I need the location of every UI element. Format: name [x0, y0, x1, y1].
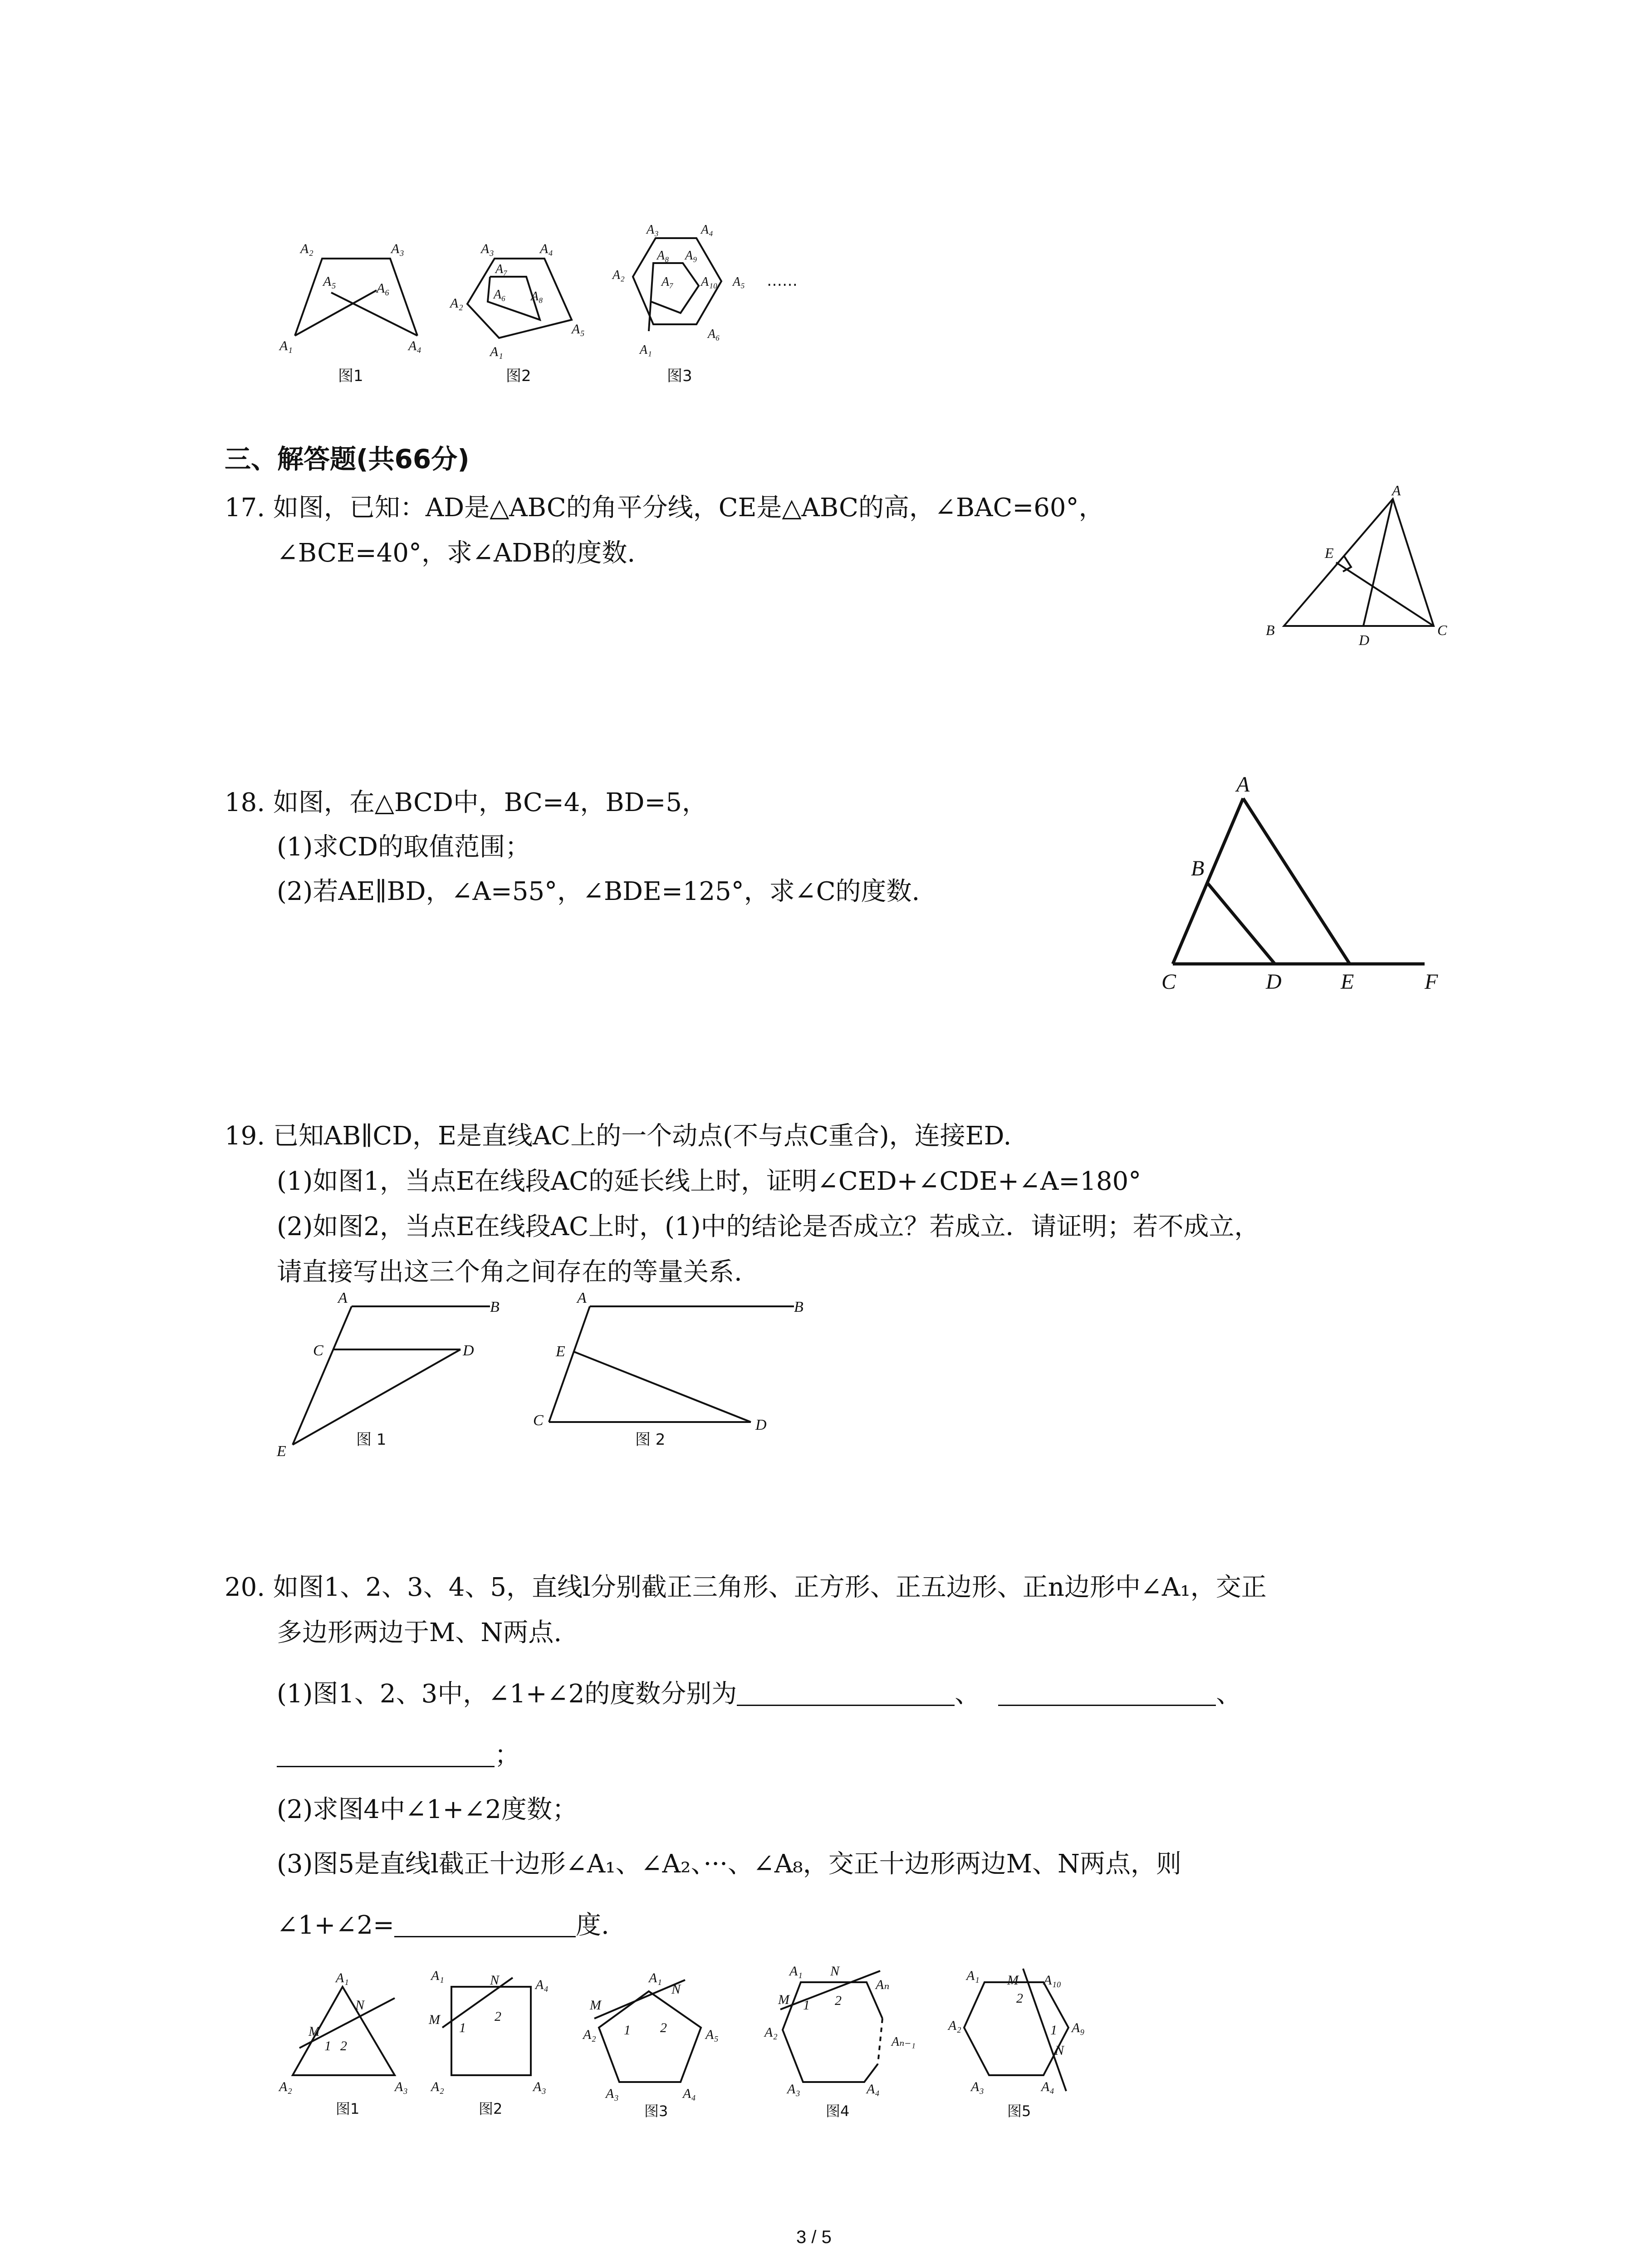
answer-blank-1[interactable]: [737, 1679, 955, 1706]
q20-figure-1: [272, 1960, 408, 2123]
svg-text:A₃: A₃: [647, 223, 659, 237]
svg-text:图1: 图1: [338, 367, 363, 385]
q19-figure-2: [522, 1288, 803, 1470]
svg-text:C: C: [313, 1342, 323, 1359]
svg-text:C: C: [533, 1412, 544, 1429]
svg-text:A₅: A₅: [572, 322, 585, 337]
svg-text:A₁: A₁: [490, 344, 503, 359]
svg-text:A₂: A₂: [300, 241, 314, 256]
svg-text:M: M: [1007, 1973, 1019, 1988]
svg-text:Aₙ₋₁: Aₙ₋₁: [892, 2035, 916, 2049]
svg-text:图4: 图4: [826, 2102, 850, 2120]
svg-text:A₇: A₇: [661, 275, 674, 289]
svg-text:A₁: A₁: [789, 1964, 803, 1979]
q19-line1: 19. 已知AB∥CD，E是直线AC上的一个动点(不与点C重合)，连接ED.: [225, 1121, 1012, 1151]
q20-figure-4: [762, 1955, 953, 2123]
q19-line2: (1)如图1，当点E在线段AC的延长线上时，证明∠CED+∠CDE+∠A=180°: [277, 1167, 1141, 1196]
svg-text:F: F: [1425, 970, 1438, 994]
top-figure-3: [608, 218, 844, 390]
svg-text:M: M: [590, 1998, 601, 2013]
svg-text:A₆: A₆: [708, 327, 720, 341]
svg-text:E: E: [1341, 970, 1354, 994]
svg-text:Aₙ: Aₙ: [876, 1977, 890, 1992]
q20-separator-2: 、: [1216, 1679, 1242, 1709]
svg-text:A₂: A₂: [764, 2025, 778, 2040]
svg-text:A₃: A₃: [533, 2079, 546, 2094]
svg-text:A₁: A₁: [336, 1970, 349, 1985]
svg-text:D: D: [1359, 632, 1370, 648]
svg-text:D: D: [755, 1417, 767, 1433]
svg-text:A₇: A₇: [495, 262, 508, 276]
svg-text:A₂: A₂: [431, 2079, 444, 2094]
svg-text:图2: 图2: [479, 2100, 503, 2117]
svg-text:A₂: A₂: [612, 268, 625, 282]
svg-text:N: N: [830, 1964, 840, 1979]
svg-text:A₅: A₅: [323, 274, 336, 289]
svg-text:A₁: A₁: [649, 1970, 662, 1985]
svg-text:N: N: [490, 1973, 500, 1988]
svg-text:A: A: [338, 1290, 348, 1306]
svg-text:A₄: A₄: [408, 338, 421, 353]
svg-text:M: M: [778, 1992, 789, 2007]
svg-text:A₄: A₄: [701, 223, 713, 237]
q20-figure-3: [581, 1960, 744, 2123]
top-figure-1: [272, 227, 445, 390]
svg-text:A₁: A₁: [966, 1968, 980, 1983]
svg-text:A₁: A₁: [279, 338, 293, 353]
q20-line5: (3)图5是直线l截正十边形∠A₁、∠A₂、···、∠A₈，交正十边形两边M、N两点，则: [277, 1849, 1182, 1879]
q20-line1: 20. 如图1、2、3、4、5，直线l分别截正三角形、正方形、正五边形、正n边形中∠A₁，交正: [225, 1573, 1267, 1602]
q20-figure-2: [426, 1960, 563, 2123]
svg-text:A₉: A₉: [1072, 2020, 1085, 2035]
svg-text:图 1: 图 1: [356, 1431, 387, 1449]
svg-text:A₃: A₃: [787, 2082, 800, 2097]
svg-text:C: C: [1161, 970, 1176, 994]
svg-text:A₆: A₆: [377, 281, 390, 296]
svg-text:A₄: A₄: [535, 1977, 549, 1992]
svg-text:A₄: A₄: [540, 241, 553, 256]
svg-text:B: B: [490, 1299, 500, 1315]
svg-text:图2: 图2: [506, 367, 531, 385]
svg-text:A₃: A₃: [481, 241, 494, 256]
svg-text:A₃: A₃: [391, 241, 404, 256]
q19-line4: 请直接写出这三个角之间存在的等量关系.: [277, 1257, 742, 1287]
answer-blank-4[interactable]: [394, 1911, 576, 1937]
svg-text:A₂: A₂: [583, 2027, 596, 2042]
svg-text:A: A: [1236, 772, 1250, 797]
q20-separator-1: 、: [955, 1679, 980, 1709]
svg-text:图5: 图5: [1007, 2102, 1031, 2120]
q17-figure: [1243, 481, 1461, 653]
svg-text:E: E: [1325, 545, 1334, 561]
svg-text:A₈: A₈: [657, 249, 669, 263]
answer-blank-3[interactable]: [277, 1740, 495, 1767]
svg-text:A₂: A₂: [450, 296, 463, 311]
q20-part1-text: (1)图1、2、3中，∠1+∠2的度数分别为: [277, 1679, 737, 1709]
svg-text:A₃: A₃: [606, 2086, 619, 2101]
svg-text:A₉: A₉: [685, 249, 697, 263]
svg-text:A₁₀: A₁₀: [1043, 1973, 1062, 1988]
svg-text:A₄: A₄: [867, 2082, 880, 2097]
svg-text:1: 1: [624, 2023, 631, 2038]
svg-text:图3: 图3: [644, 2102, 668, 2120]
svg-text:M: M: [429, 2012, 440, 2027]
q20-line6-start: ∠1+∠2=: [277, 1911, 394, 1940]
q19-line3: (2)如图2，当点E在线段AC上时，(1)中的结论是否成立？若成立．请证明；若不成立，: [277, 1212, 1260, 1242]
q20-line6: [277, 1907, 609, 1944]
svg-text:2: 2: [660, 2020, 667, 2035]
q20-line4: (2)求图4中∠1+∠2度数；: [277, 1795, 578, 1824]
section-title: 三、解答题(共66分): [225, 444, 470, 474]
svg-text:图3: 图3: [667, 367, 692, 385]
svg-text:N: N: [1055, 2043, 1064, 2058]
svg-text:2: 2: [1016, 1991, 1023, 2006]
q20-figure-5: [948, 1955, 1125, 2123]
q18-line1: 18. 如图，在△BCD中，BC=4，BD=5，: [225, 788, 708, 817]
svg-text:A₄: A₄: [683, 2086, 696, 2101]
svg-text:A₂: A₂: [948, 2018, 961, 2033]
svg-text:A₃: A₃: [971, 2079, 984, 2094]
q20-end: ；: [495, 1740, 520, 1770]
svg-text:E: E: [277, 1443, 286, 1460]
svg-text:A₅: A₅: [705, 2027, 719, 2042]
svg-text:1: 1: [324, 2038, 331, 2053]
svg-text:D: D: [1266, 970, 1282, 994]
top-figure-2: [445, 227, 608, 390]
svg-text:1: 1: [803, 1998, 810, 2013]
svg-text:A₃: A₃: [395, 2079, 408, 2094]
svg-text:图1: 图1: [336, 2100, 360, 2117]
svg-text:……: ……: [767, 272, 798, 290]
answer-blank-2[interactable]: [998, 1679, 1216, 1706]
q20-line3-cont: [277, 1737, 520, 1774]
svg-text:C: C: [1437, 622, 1447, 638]
svg-text:A: A: [577, 1290, 587, 1306]
svg-text:1: 1: [1050, 2023, 1057, 2038]
q17-line2: ∠BCE=40°，求∠ADB的度数.: [277, 538, 636, 568]
svg-text:A₁: A₁: [640, 343, 652, 357]
q18-figure: [1152, 771, 1461, 998]
svg-text:A₁: A₁: [431, 1968, 444, 1983]
svg-text:A₅: A₅: [733, 275, 745, 289]
svg-text:1: 1: [459, 2020, 466, 2035]
q17-line1: 17. 如图，已知：AD是△ABC的角平分线，CE是△ABC的高，∠BAC=60°，: [225, 493, 1104, 523]
svg-text:D: D: [463, 1342, 474, 1359]
q20-line6-end: 度.: [575, 1911, 609, 1940]
page-number: 3 / 5: [796, 2227, 832, 2247]
q20-line2: 多边形两边于M、N两点.: [277, 1618, 562, 1647]
svg-text:B: B: [794, 1299, 803, 1315]
svg-text:A₆: A₆: [494, 288, 506, 302]
svg-text:图 2: 图 2: [635, 1431, 666, 1449]
svg-text:A₁₀: A₁₀: [701, 275, 718, 289]
svg-text:E: E: [556, 1343, 565, 1360]
svg-text:A₂: A₂: [279, 2079, 292, 2094]
svg-text:2: 2: [835, 1993, 842, 2008]
q18-line2: (1)求CD的取值范围；: [277, 832, 531, 862]
q20-line3: [277, 1676, 1241, 1712]
q19-figure-1: [272, 1288, 499, 1470]
svg-text:A: A: [1392, 482, 1401, 499]
svg-text:M: M: [309, 2024, 320, 2039]
svg-text:B: B: [1191, 856, 1205, 880]
svg-text:N: N: [355, 1998, 365, 2013]
svg-text:2: 2: [495, 2009, 501, 2024]
svg-text:2: 2: [340, 2038, 347, 2053]
q18-line3: (2)若AE∥BD，∠A=55°，∠BDE=125°，求∠C的度数.: [277, 877, 920, 906]
svg-text:A₈: A₈: [531, 289, 543, 303]
svg-text:N: N: [671, 1982, 681, 1997]
svg-text:B: B: [1266, 622, 1275, 638]
svg-text:A₄: A₄: [1041, 2079, 1054, 2094]
